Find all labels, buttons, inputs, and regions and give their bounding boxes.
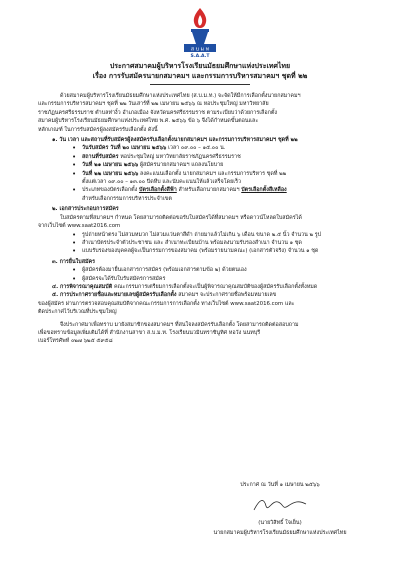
logo-abbr: S.A.A.T <box>190 54 210 58</box>
bullet-icon: • <box>72 152 77 161</box>
list-item <box>72 170 372 187</box>
header-divider <box>150 84 250 85</box>
item-text: ประเภทของบัตรเลือกตั้ง <box>82 187 140 194</box>
intro-line: ราชภัฏนครศรีธรรมราช ตำบลท่างิ้ว อำเภอเมือง จังหวัดนครศรีธรรมราช ตามระเบียบว่าด้วยการเลือกตั้ง <box>38 109 277 116</box>
section-4 <box>52 283 372 291</box>
bullet-icon: • <box>72 266 77 275</box>
bullet-icon: • <box>72 230 77 239</box>
intro-line: หลักเกณฑ์ ในการรับสมัครผู้ลงสมัครรับเลือกตั้ง ดังนี้ <box>38 126 158 133</box>
item-text: ลงคะแนนเลือกตั้ง นายกสมาคมฯ และกรรมการบริหาร ชุดที่ ๒๒ <box>138 170 287 177</box>
logo-text: ส บ ม ท <box>190 46 210 53</box>
bullet-icon: • <box>72 169 77 178</box>
list-item <box>72 239 372 247</box>
bullet-icon: • <box>72 161 77 170</box>
bullet-icon: • <box>72 247 77 256</box>
torch-logo-icon <box>181 6 219 58</box>
item-text: ผู้สมัครนายกสมาคมฯ แถลงนโยบาย <box>138 162 224 169</box>
list-item <box>72 231 372 239</box>
list-item <box>72 247 372 255</box>
list-item <box>72 161 372 169</box>
signer-name: (นายวิสิทธิ์ ใจเย็น) <box>258 520 302 526</box>
ballot-yellow-label: บัตรเลือกตั้งสีเหลือง <box>241 187 287 194</box>
section-3-title: ๓. การยื่นใบสมัคร <box>52 258 96 265</box>
list-item <box>72 153 372 161</box>
closing-line: เพื่อขอทราบข้อมูลเพิ่มเติมได้ที่ สำนักงานสาขา ส.บ.ม.ท. โรงเรียนนวมินทราชินูทิศ หอวัง นนทบุรี <box>38 329 261 336</box>
announcement-body <box>38 92 372 346</box>
section-5-text: ติดประกาศไว้บริเวณที่ประชุมใหญ่ <box>38 309 117 316</box>
item-bold: วันที่ ๒๒ เมษายน ๒๕๖๖ <box>82 170 139 177</box>
intro-line: และกรรมการบริหารสมาคมฯ ชุดที่ ๒๒ วันเสาร์ที่ ๒๒ เมษายน ๒๕๖๖ ณ หอประชุมใหญ่ มหาวิทยาลัย <box>38 101 269 108</box>
ballot-blue-label: บัตรเลือกตั้งสีฟ้า <box>139 187 177 194</box>
bullet-icon: • <box>72 186 77 195</box>
list-item <box>72 275 372 283</box>
closing-line: เบอร์โทรศัพท์ ๐๒๗ ๖๒๕ ๕๙๕๘ <box>38 338 113 345</box>
bullet-icon: • <box>72 274 77 283</box>
intro-line: สมาคมผู้บริหารโรงเรียนมัธยมศึกษาแห่งประเทศไทย พ.ศ. ๒๕๖๖ ข้อ ๖ จึงได้กำหนดขั้นตอนและ <box>38 118 259 125</box>
item-text: ตั้งแต่เวลา ๐๙.๐๐ – ๑๓.๐๐ ปิดหีบ และนับคะแนนให้แล้วเสร็จโดยเร็ว <box>82 179 242 186</box>
item-text: หอประชุมใหญ่ มหาวิทยาลัยราชภัฏนครศรีธรรมราช <box>118 153 241 160</box>
item-text: ผู้สมัครจะได้รับใบรับสมัครการสมัคร <box>82 275 166 282</box>
list-item <box>72 186 372 203</box>
section-5-text: สมาคมฯ จะประกาศรายชื่อพร้อมหมายเลข <box>176 292 277 299</box>
bullet-icon: • <box>72 238 77 247</box>
section-2-desc: จากเว็บไซต์ www.saat2016.com <box>38 223 121 230</box>
item-text: เวลา ๐๙.๐๐ – ๑๕.๐๐ น. <box>166 145 226 152</box>
bullet-icon: • <box>72 144 77 153</box>
item-text: สำหรับเลือกนายกสมาคมฯ <box>176 187 242 194</box>
item-text: รูปถ่ายหน้าตรง ไม่สวมหมวก ไม่สวมแว่นตาสีดำ ถ่ายมาแล้วไม่เกิน ๖ เดือน ขนาด ๒.๕ นิ้ว จำนวน ๒ รูป <box>82 231 322 238</box>
intro-line: ด้วยสมาคมผู้บริหารโรงเรียนมัธยมศึกษาแห่งประเทศไทย (ส.บ.ม.ท.) จะจัดให้มีการเลือกตั้งนายกสมาคมฯ <box>60 93 301 99</box>
item-text: ผู้สมัครต้องมายื่นเอกสารการสมัคร (พร้อมเอกสารตามข้อ ๒) ด้วยตนเอง <box>82 267 247 274</box>
announcement-date: ประกาศ ณ วันที่ ๑ เมษายน ๒๕๖๖ <box>240 482 320 488</box>
signature-scribble <box>250 494 310 516</box>
list-item <box>72 144 372 152</box>
item-text: สำหรับเลือกกรรมการบริหารประจำเขต <box>82 195 172 202</box>
section-2-title: ๒. เอกสารประกอบการสมัคร <box>52 206 119 213</box>
item-text: สำเนาบัตรประจำตัวประชาชน และ สำเนาทะเบียนบ้าน พร้อมลงนามรับรองสำเนา จำนวน ๑ ชุด <box>82 239 302 246</box>
signer-title: นายกสมาคมผู้บริหารโรงเรียนมัธยมศึกษาแห่งประเทศไทย <box>213 530 347 536</box>
section-5-title: ๕. การประกาศรายชื่อและหมายเลขผู้สมัครรับเลือกตั้ง <box>52 292 177 299</box>
item-bold: วันที่ ๒๑ เมษายน ๒๕๖๖ <box>82 162 139 169</box>
list-item <box>72 266 372 274</box>
item-text: แบบรับรองของบุคคลผู้จะเป็นกรรมการของสมาคม (พร้อมรายนามคณะ) (เอกสารตัวจริง) จำนวน ๑ ชุด <box>82 248 319 255</box>
section-4-text: คณะกรรมการเตรียมการเลือกตั้งจะเป็นผู้พิจารณาคุณสมบัติของผู้สมัครรับเลือกตั้งทั้งหมด <box>112 283 318 290</box>
section-4-title: ๔. การพิจารณาคุณสมบัติ <box>52 283 113 290</box>
header-title: ประกาศสมาคมผู้บริหารโรงเรียนมัธยมศึกษาแห่งประเทศไทย <box>109 62 291 70</box>
closing-line: จึงประกาศมาเพื่อทราบ มายังสมาชิกของสมาคมฯ ที่สนใจลงสมัครรับเลือกตั้ง โดยสามารถติดต่อสอบถาม <box>60 321 299 328</box>
item-bold: สถานที่รับสมัคร <box>82 153 119 160</box>
section-2-desc: ใบสมัครตามที่สมาคมฯ กำหนด โดยสามารถติดต่อขอรับใบสมัครได้ที่สมาคมฯ หรือดาวน์โหลดใบสมัครได้ <box>60 214 302 221</box>
section-1-title: ๑. วัน เวลา และสถานที่รับสมัครผู้ลงสมัครรับเลือกตั้งนายกสมาคมฯ และกรรมการบริหารสมาคมฯ ชุดที่ ๒๒ <box>52 137 298 144</box>
section-5 <box>52 291 372 299</box>
section-5-text: ของผู้สมัคร ผ่านการตรวจสอบคุณสมบัติจากคณะกรรมการการเลือกตั้ง ทางเว็บไซต์ www.saat2016.com และ <box>38 300 295 307</box>
header-subject: เรื่อง การรับสมัครนายกสมาคมฯ และกรรมการบริหารสมาคมฯ ชุดที่ ๒๒ <box>92 72 308 80</box>
item-bold: วันรับสมัคร วันที่ ๒๐ เมษายน ๒๕๖๖ <box>82 145 167 152</box>
